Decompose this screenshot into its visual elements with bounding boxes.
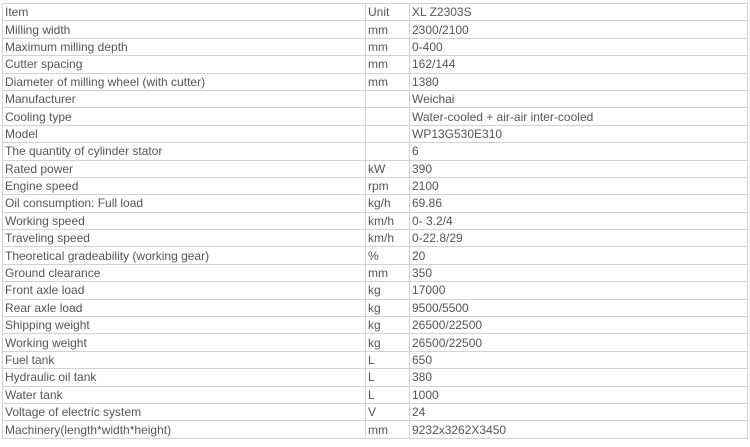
spec-item-cell: Maximum milling depth: [3, 38, 366, 55]
spec-item-cell: Hydraulic oil tank: [3, 369, 366, 386]
table-row: [3, 177, 748, 194]
table-row: [3, 403, 748, 420]
spec-item-cell: Theoretical gradeability (working gear): [3, 247, 366, 264]
spec-value-cell: 0-22.8/29: [410, 230, 748, 247]
spec-value-cell: 350: [410, 264, 748, 281]
spec-item-cell: Cutter spacing: [3, 56, 366, 73]
spec-value-cell: 20: [410, 247, 748, 264]
header-unit: Unit: [366, 4, 410, 21]
table-row: [3, 351, 748, 368]
spec-value-cell: Weichai: [410, 90, 748, 107]
spec-unit-cell: V: [366, 403, 410, 420]
table-row: [3, 212, 748, 229]
spec-value-cell: 26500/22500: [410, 334, 748, 351]
table-row: [3, 247, 748, 264]
table-row: [3, 230, 748, 247]
spec-unit-cell: kg: [366, 334, 410, 351]
spec-item-cell: Rear axle load: [3, 299, 366, 316]
spec-value-cell: Water-cooled + air-air inter-cooled: [410, 108, 748, 125]
table-row: [3, 195, 748, 212]
table-row: [3, 56, 748, 73]
spec-unit-cell: L: [366, 351, 410, 368]
header-item: Item: [3, 4, 366, 21]
spec-item-cell: Cooling type: [3, 108, 366, 125]
spec-item-cell: Model: [3, 125, 366, 142]
spec-item-cell: Water tank: [3, 386, 366, 403]
spec-value-cell: 390: [410, 160, 748, 177]
spec-value-cell: 380: [410, 369, 748, 386]
spec-unit-cell: [366, 143, 410, 160]
table-row: [3, 143, 748, 160]
spec-item-cell: The quantity of cylinder stator: [3, 143, 366, 160]
table-row: [3, 421, 748, 438]
spec-unit-cell: mm: [366, 56, 410, 73]
table-row: [3, 21, 748, 38]
spec-value-cell: 162/144: [410, 56, 748, 73]
spec-unit-cell: kg/h: [366, 195, 410, 212]
table-row: [3, 160, 748, 177]
spec-item-cell: Shipping weight: [3, 317, 366, 334]
spec-unit-cell: [366, 90, 410, 107]
table-row: [3, 282, 748, 299]
spec-unit-cell: [366, 108, 410, 125]
spec-value-cell: 24: [410, 403, 748, 420]
spec-value-cell: 9232x3262X3450: [410, 421, 748, 438]
spec-table-body: [3, 4, 748, 439]
spec-item-cell: Ground clearance: [3, 264, 366, 281]
spec-item-cell: Fuel tank: [3, 351, 366, 368]
spec-item-cell: Manufacturer: [3, 90, 366, 107]
spec-item-cell: Front axle load: [3, 282, 366, 299]
spec-unit-cell: [366, 125, 410, 142]
spec-item-cell: Milling width: [3, 21, 366, 38]
spec-unit-cell: %: [366, 247, 410, 264]
spec-item-cell: Voltage of electric system: [3, 403, 366, 420]
spec-value-cell: 9500/5500: [410, 299, 748, 316]
spec-item-cell: Machinery(length*width*height): [3, 421, 366, 438]
table-row: [3, 264, 748, 281]
spec-item-cell: Oil consumption: Full load: [3, 195, 366, 212]
table-row: [3, 90, 748, 107]
spec-unit-cell: km/h: [366, 212, 410, 229]
table-row: [3, 38, 748, 55]
header-model: XL Z2303S: [410, 4, 748, 21]
table-row: [3, 386, 748, 403]
spec-value-cell: 2300/2100: [410, 21, 748, 38]
spec-unit-cell: mm: [366, 38, 410, 55]
spec-value-cell: 69.86: [410, 195, 748, 212]
spec-value-cell: 2100: [410, 177, 748, 194]
table-row: [3, 73, 748, 90]
spec-value-cell: 650: [410, 351, 748, 368]
spec-unit-cell: kg: [366, 317, 410, 334]
spec-item-cell: Traveling speed: [3, 230, 366, 247]
table-row: [3, 334, 748, 351]
spec-table: [2, 3, 748, 439]
table-row: [3, 125, 748, 142]
table-row: [3, 369, 748, 386]
spec-unit-cell: mm: [366, 21, 410, 38]
spec-unit-cell: kg: [366, 299, 410, 316]
spec-value-cell: 0- 3.2/4: [410, 212, 748, 229]
spec-value-cell: 1380: [410, 73, 748, 90]
spec-value-cell: WP13G530E310: [410, 125, 748, 142]
spec-unit-cell: mm: [366, 264, 410, 281]
spec-unit-cell: L: [366, 369, 410, 386]
table-header-row: [3, 4, 748, 21]
spec-unit-cell: rpm: [366, 177, 410, 194]
spec-value-cell: 26500/22500: [410, 317, 748, 334]
spec-item-cell: Rated power: [3, 160, 366, 177]
spec-item-cell: Engine speed: [3, 177, 366, 194]
spec-item-cell: Working speed: [3, 212, 366, 229]
spec-value-cell: 6: [410, 143, 748, 160]
spec-item-cell: Diameter of milling wheel (with cutter): [3, 73, 366, 90]
table-row: [3, 317, 748, 334]
table-row: [3, 108, 748, 125]
spec-unit-cell: kW: [366, 160, 410, 177]
spec-unit-cell: km/h: [366, 230, 410, 247]
spec-unit-cell: kg: [366, 282, 410, 299]
table-row: [3, 299, 748, 316]
spec-value-cell: 1000: [410, 386, 748, 403]
spec-unit-cell: mm: [366, 421, 410, 438]
spec-value-cell: 0-400: [410, 38, 748, 55]
spec-unit-cell: mm: [366, 73, 410, 90]
spec-unit-cell: L: [366, 386, 410, 403]
spec-item-cell: Working weight: [3, 334, 366, 351]
spec-value-cell: 17000: [410, 282, 748, 299]
